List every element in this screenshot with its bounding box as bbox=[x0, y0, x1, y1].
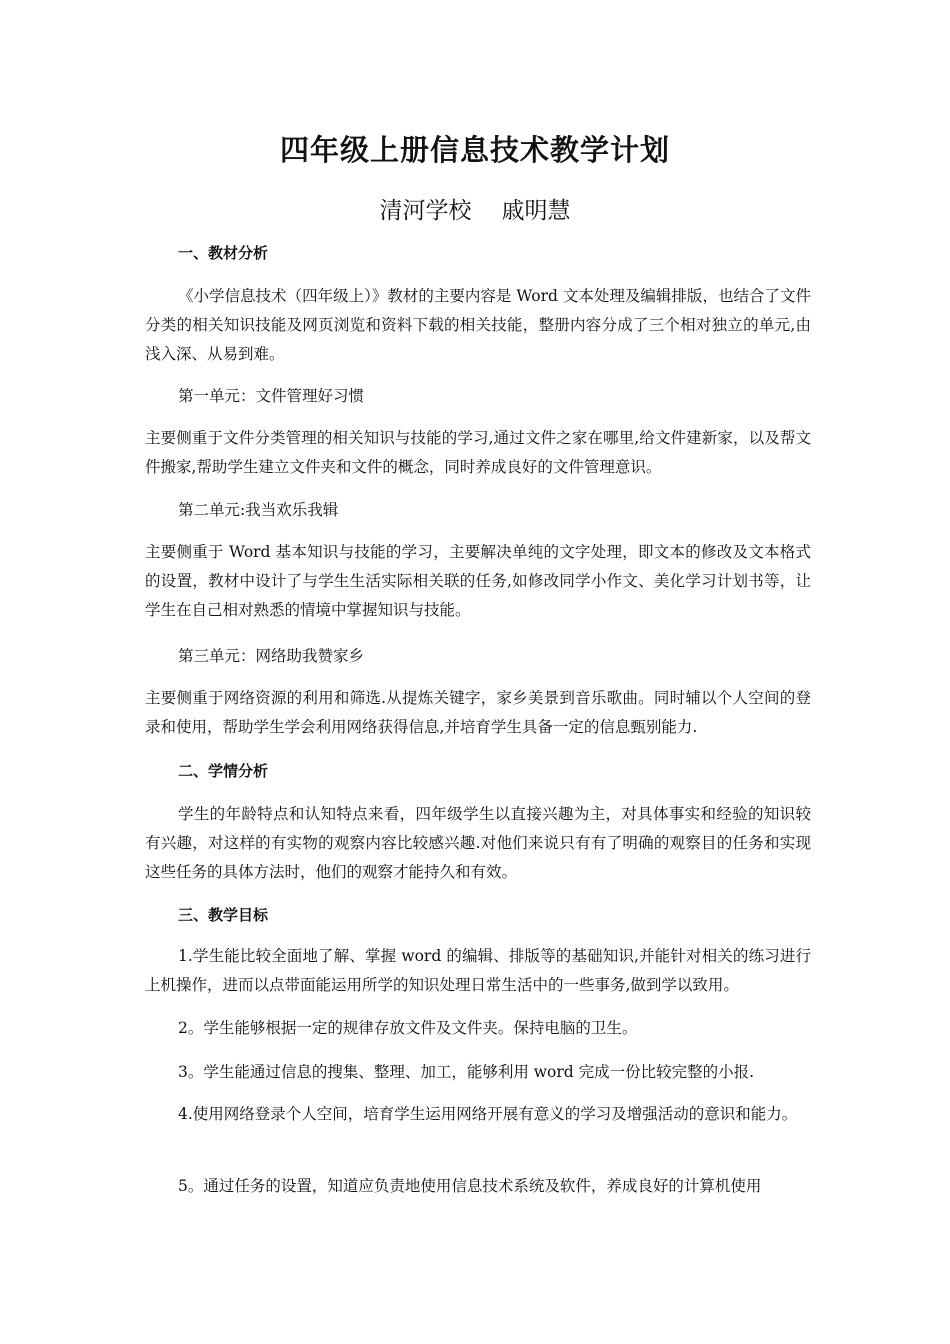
goal-item-4: 4.使用网络登录个人空间，培育学生运用网络开展有意义的学习及增强活动的意识和能力。 bbox=[178, 1105, 798, 1123]
school-name: 清河学校 bbox=[379, 198, 472, 224]
document-title: 四年级上册信息技术教学计划 bbox=[279, 133, 670, 167]
goal-item-3: 3。学生能通过信息的搜集、整理、加工，能够利用 word 完成一份比较完整的小报. bbox=[178, 1063, 755, 1081]
goal-item-5: 5。通过任务的设置，知道应负责地使用信息技术系统及软件，养成良好的计算机使用 bbox=[178, 1177, 762, 1195]
author-line bbox=[0, 192, 950, 225]
section-heading-textbook-analysis: 一、教材分析 bbox=[178, 244, 269, 262]
section-heading-student-analysis: 二、学情分析 bbox=[178, 762, 269, 780]
unit1-paragraph: 主要侧重于文件分类管理的相关知识与技能的学习,通过文件之家在哪里,给文件建新家，以及帮文件搬家,帮助学生建立文件夹和文件的概念，同时养成良好的文件管理意识。 bbox=[145, 429, 811, 476]
unit2-title: 第二单元:我当欢乐我辑 bbox=[178, 501, 339, 519]
unit3-paragraph: 主要侧重于网络资源的利用和筛选.从提炼关键字，家乡美景到音乐歌曲。同时辅以个人空间的登录和使用，帮助学生学会利用网络获得信息,并培育学生具备一定的信息甄别能力. bbox=[145, 689, 811, 736]
unit3-title: 第三单元：网络助我赞家乡 bbox=[178, 647, 365, 665]
section-heading-teaching-goals: 三、教学目标 bbox=[178, 906, 269, 924]
goal-item-2: 2。学生能够根据一定的规律存放文件及文件夹。保持电脑的卫生。 bbox=[178, 1019, 638, 1037]
unit1-title: 第一单元：文件管理好习惯 bbox=[178, 387, 365, 405]
goal-item-1: 1.学生能比较全面地了解、掌握 word 的编辑、排版等的基础知识,并能针对相关的练习进行上机操作，进而以点带面能运用所学的知识处理日常生活中的一些事务,做到学以致用。 bbox=[145, 947, 811, 994]
student-analysis-paragraph: 学生的年龄特点和认知特点来看，四年级学生以直接兴趣为主，对具体事实和经验的知识较有兴趣，对这样的有实物的观察内容比较感兴趣.对他们来说只有有了明确的观察目的任务和实现这些任务的具体方法时，他们的观察才能持久和有效。 bbox=[145, 805, 811, 881]
textbook-intro-paragraph: 《小学信息技术（四年级上）》教材的主要内容是 Word 文本处理及编辑排版，也结合了文件分类的相关知识技能及网页浏览和资料下载的相关技能，整册内容分成了三个相对独立的单元,由浅入深、从易到难。 bbox=[145, 287, 811, 363]
unit2-paragraph: 主要侧重于 Word 基本知识与技能的学习，主要解决单纯的文字处理，即文本的修改及文本格式的设置，教材中设计了与学生生活实际相关联的任务,如修改同学小作文、美化学习计划书等，让学生在自己相对熟悉的情境中掌握知识与技能。 bbox=[145, 543, 811, 619]
author-name: 戚明慧 bbox=[501, 198, 571, 224]
